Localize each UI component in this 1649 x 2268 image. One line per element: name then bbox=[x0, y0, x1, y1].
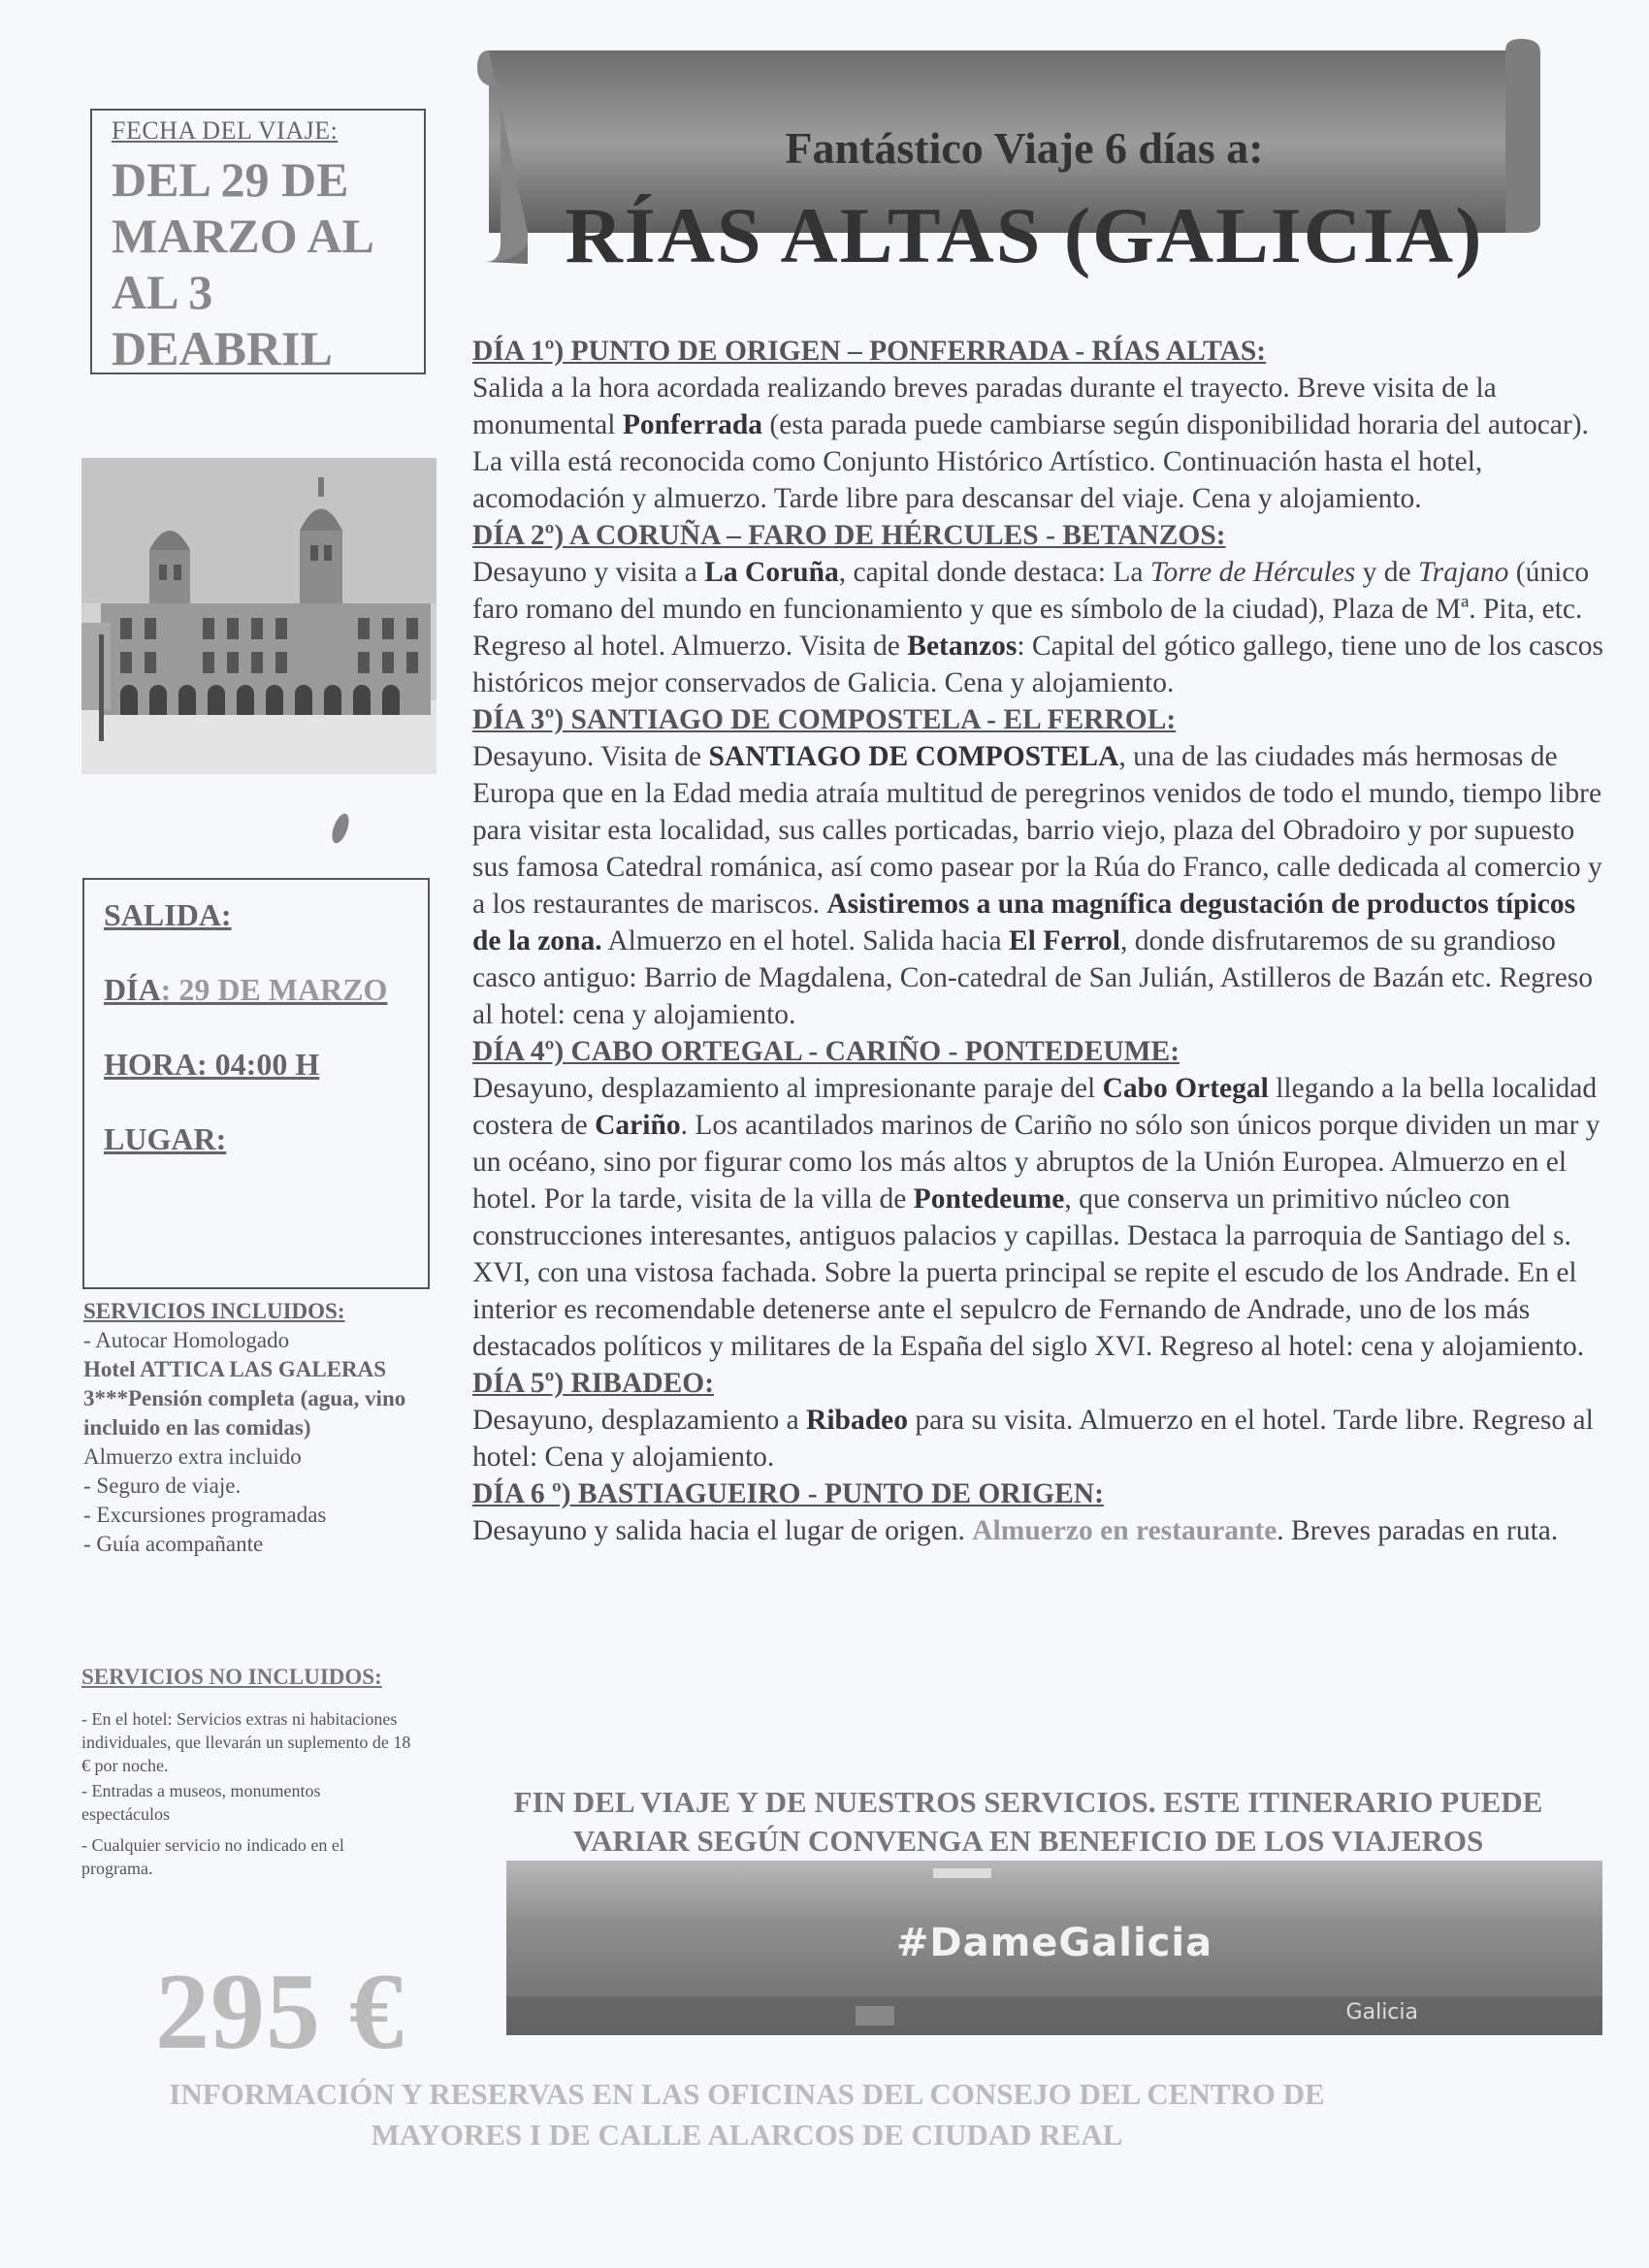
list-item: - Seguro de viaje. bbox=[83, 1474, 242, 1498]
title-banner bbox=[477, 39, 1571, 279]
scan-mark bbox=[329, 812, 352, 846]
servicios-no-incluidos-title: SERVICIOS NO INCLUIDOS: bbox=[81, 1665, 382, 1689]
day-heading: DÍA 5º) RIBADEO: bbox=[472, 1368, 715, 1399]
salida-lugar: LUGAR: bbox=[104, 1121, 227, 1156]
fecha-box bbox=[90, 109, 426, 374]
day-text: Desayuno y visita a La Coruña, capital donde destaca: La Torre de Hércules y de Trajano (único faro romano del mundo en funcionamiento y que es símbolo de la ciudad), Plaza de Mª. Pita, etc. Regreso al hotel. Almuerzo. Visita de Betanzos: Capital del gótico gallego, tiene uno de los cascos históricos mejor conservados de Galicia. Cena y alojamiento. bbox=[472, 557, 1603, 698]
salida-box bbox=[82, 878, 430, 1289]
day-text: Desayuno y salida hacia el lugar de origen. Almuerzo en restaurante. Breves paradas en ruta. bbox=[472, 1515, 1559, 1546]
banner-subtitle: Fantástico Viaje 6 días a: bbox=[785, 123, 1264, 173]
day-text: Desayuno, desplazamiento al impresionante paraje del Cabo Ortegal llegando a la bella localidad costera de Cariño. Los acantilados marinos de Cariño no sólo son únicos porque dividen un mar y un océano, sino por figurar como los más altos y abruptos de la Unión Europea. Almuerzo en el hotel. Por la tarde, visita de la villa de Pontedeume, que conserva un primitivo núcleo con construcciones interesantes, antiguos palacios y capillas. Destaca la parroquia de Santiago del s. XVI, con una vistosa fachada. Sobre la puerta principal se repite el escudo de los Andrade. En el interior es recomendable detenerse ante el sepulcro de Fernando de Andrade, uno de los más destacados políticos y militares de la España del siglo XVI. Regreso al hotel: cena y alojamiento. bbox=[472, 1073, 1600, 1362]
list-item: - En el hotel: Servicios extras ni habitaciones individuales, que llevarán un suplemento de 18 € por noche. bbox=[81, 1709, 411, 1775]
fin-note: FIN DEL VIAJE Y DE NUESTROS SERVICIOS. ESTE ITINERARIO PUEDE VARIAR SEGÚN CONVENGA EN BENEFICIO DE LOS VIAJEROS bbox=[513, 1785, 1543, 1858]
list-item: - Autocar Homologado bbox=[83, 1328, 290, 1352]
banner-title: RÍAS ALTAS (GALICIA) bbox=[565, 191, 1484, 279]
list-item: - Excursiones programadas bbox=[83, 1503, 327, 1527]
day-heading: DÍA 4º) CABO ORTEGAL - CARIÑO - PONTEDEUME: bbox=[472, 1036, 1180, 1067]
dame-galicia-hashtag: #DameGalicia bbox=[895, 1921, 1213, 1965]
fecha-label: FECHA DEL VIAJE: bbox=[112, 116, 339, 145]
info-footer: INFORMACIÓN Y RESERVAS EN LAS OFICINAS DEL CONSEJO DEL CENTRO DE MAYORES I DE CALLE ALARCOS DE CIUDAD REAL bbox=[169, 2077, 1325, 2152]
day-text: Salida a la hora acordada realizando breves paradas durante el trayecto. Breve visita de la monumental Ponferrada (esta parada puede cambiarse según disponibilidad horaria del autocar). La villa está reconocida como Conjunto Histórico Artístico. Continuación hasta el hotel, acomodación y almuerzo. Tarde libre para descansar del viaje. Cena y alojamiento. bbox=[472, 373, 1589, 514]
salida-dia: DÍA: 29 DE MARZO bbox=[104, 972, 388, 1007]
list-item: Almuerzo extra incluido bbox=[83, 1444, 302, 1469]
day-heading: DÍA 1º) PUNTO DE ORIGEN – PONFERRADA - RÍAS ALTAS: bbox=[472, 336, 1267, 367]
list-item: - Guía acompañante bbox=[83, 1532, 264, 1556]
price: 295 € bbox=[155, 1952, 404, 2072]
galicia-logo: Galicia bbox=[1345, 2000, 1418, 2025]
day-text: Desayuno. Visita de SANTIAGO DE COMPOSTELA, una de las ciudades más hermosas de Europa que en la Edad media atraía multitud de peregrinos venidos de todo el mundo, tiempo libre para visitar esta localidad, sus calles porticadas, barrio viejo, plaza del Obradoiro y por supuesto sus famosa Catedral románica, así como pasear por la Rúa do Franco, calle dedicada al comercio y a los restaurantes de mariscos. Asistiremos a una magnífica degustación de productos típicos de la zona. Almuerzo en el hotel. Salida hacia El Ferrol, donde disfrutaremos de su grandioso casco antiguo: Barrio de Magdalena, Con-catedral de San Julián, Astilleros de Bazán etc. Regreso al hotel: cena y alojamiento. bbox=[472, 741, 1602, 1030]
list-item: Hotel ATTICA LAS GALERAS 3***Pensión completa (agua, vino incluido en las comidas) bbox=[83, 1357, 406, 1440]
day-heading: DÍA 2º) A CORUÑA – FARO DE HÉRCULES - BETANZOS: bbox=[472, 520, 1226, 551]
day-text: Desayuno, desplazamiento a Ribadeo para su visita. Almuerzo en el hotel. Tarde libre. Regreso al hotel: Cena y alojamiento. bbox=[472, 1405, 1594, 1473]
servicios-incluidos bbox=[83, 1297, 433, 1559]
salida-hora: HORA: 04:00 H bbox=[104, 1047, 320, 1082]
salida-title: SALIDA: bbox=[104, 897, 232, 932]
building-photo bbox=[81, 458, 436, 774]
fecha-value: DEL 29 DE MARZO AL AL 3 DEABRIL bbox=[112, 152, 374, 375]
day-heading: DÍA 6 º) BASTIAGUEIRO - PUNTO DE ORIGEN: bbox=[472, 1478, 1104, 1509]
servicios-incluidos-title: SERVICIOS INCLUIDOS: bbox=[83, 1299, 345, 1323]
itinerary bbox=[472, 333, 1607, 1549]
day-heading: DÍA 3º) SANTIAGO DE COMPOSTELA - EL FERROL: bbox=[472, 704, 1177, 735]
list-item: - Cualquier servicio no indicado en el programa. bbox=[81, 1835, 344, 1878]
dame-galicia-banner bbox=[506, 1861, 1602, 2035]
list-item: - Entradas a museos, monumentos espectáculos bbox=[81, 1781, 321, 1824]
servicios-no-incluidos bbox=[81, 1665, 411, 1880]
